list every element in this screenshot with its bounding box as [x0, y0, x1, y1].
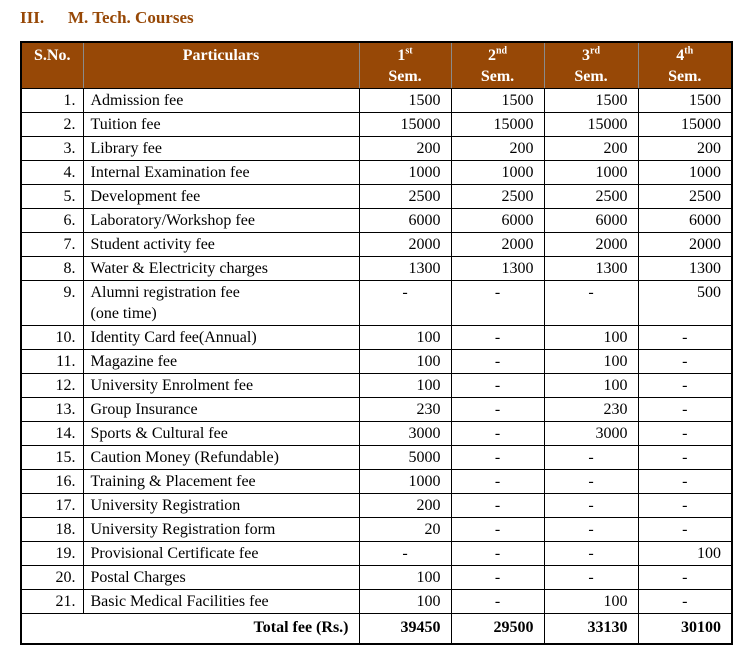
- total-label: Total fee (Rs.): [21, 614, 359, 644]
- row-value: -: [451, 281, 544, 326]
- row-value: 1300: [638, 257, 732, 281]
- row-particulars: Training & Placement fee: [83, 470, 359, 494]
- row-value: 3000: [359, 422, 451, 446]
- row-value: 100: [638, 542, 732, 566]
- row-value: 20: [359, 518, 451, 542]
- col-header-sno: S.No.: [21, 42, 83, 89]
- row-particulars: Sports & Cultural fee: [83, 422, 359, 446]
- row-sno: 6.: [21, 209, 83, 233]
- row-value: 1300: [359, 257, 451, 281]
- row-value: 100: [544, 350, 638, 374]
- table-row: [21, 89, 732, 113]
- row-value: 200: [451, 137, 544, 161]
- row-value: -: [638, 422, 732, 446]
- table-row: [21, 374, 732, 398]
- row-value: -: [451, 470, 544, 494]
- row-sno: 1.: [21, 89, 83, 113]
- col-header-sem3: 3rd Sem.: [544, 42, 638, 89]
- row-value: 230: [359, 398, 451, 422]
- table-row: [21, 422, 732, 446]
- total-sem3: 33130: [544, 614, 638, 644]
- row-sno: 13.: [21, 398, 83, 422]
- row-sno: 4.: [21, 161, 83, 185]
- row-particulars: Group Insurance: [83, 398, 359, 422]
- row-value: 2000: [544, 233, 638, 257]
- row-value: 3000: [544, 422, 638, 446]
- row-value: -: [451, 422, 544, 446]
- table-row: [21, 566, 732, 590]
- row-value: -: [638, 566, 732, 590]
- row-value: 1000: [359, 161, 451, 185]
- row-particulars: Admission fee: [83, 89, 359, 113]
- row-value: -: [638, 518, 732, 542]
- row-value: 1000: [359, 470, 451, 494]
- row-value: 100: [544, 326, 638, 350]
- table-row: [21, 494, 732, 518]
- table-row: [21, 446, 732, 470]
- table-row: [21, 542, 732, 566]
- row-value: -: [451, 326, 544, 350]
- row-sno: 9.: [21, 281, 83, 326]
- row-sno: 8.: [21, 257, 83, 281]
- col-header-particulars: Particulars: [83, 42, 359, 89]
- row-value: 1500: [544, 89, 638, 113]
- row-value: -: [451, 350, 544, 374]
- row-value: 230: [544, 398, 638, 422]
- total-sem2: 29500: [451, 614, 544, 644]
- row-value: -: [544, 566, 638, 590]
- table-row: [21, 398, 732, 422]
- row-value: -: [544, 542, 638, 566]
- section-heading: [0, 8, 739, 28]
- table-row: [21, 281, 732, 326]
- row-value: 6000: [359, 209, 451, 233]
- col-header-sem2: 2nd Sem.: [451, 42, 544, 89]
- row-value: 6000: [544, 209, 638, 233]
- table-row: [21, 137, 732, 161]
- row-sno: 14.: [21, 422, 83, 446]
- table-row: [21, 590, 732, 614]
- row-value: -: [638, 326, 732, 350]
- row-value: 1300: [451, 257, 544, 281]
- row-sno: 2.: [21, 113, 83, 137]
- row-value: -: [451, 566, 544, 590]
- row-value: 15000: [638, 113, 732, 137]
- row-particulars: Postal Charges: [83, 566, 359, 590]
- row-value: 2000: [359, 233, 451, 257]
- col-header-sem1: 1st Sem.: [359, 42, 451, 89]
- total-row: [21, 614, 732, 644]
- col-header-sem4: 4th Sem.: [638, 42, 732, 89]
- table-row: [21, 350, 732, 374]
- row-value: -: [544, 518, 638, 542]
- row-value: 1500: [638, 89, 732, 113]
- row-value: 200: [359, 137, 451, 161]
- row-value: -: [544, 494, 638, 518]
- row-value: 1000: [638, 161, 732, 185]
- row-value: 100: [544, 590, 638, 614]
- row-value: 2000: [451, 233, 544, 257]
- row-sno: 5.: [21, 185, 83, 209]
- row-value: 15000: [359, 113, 451, 137]
- row-value: -: [638, 350, 732, 374]
- row-value: -: [638, 470, 732, 494]
- row-sno: 10.: [21, 326, 83, 350]
- row-value: 200: [359, 494, 451, 518]
- table-row: [21, 185, 732, 209]
- row-particulars: University Enrolment fee: [83, 374, 359, 398]
- row-sno: 20.: [21, 566, 83, 590]
- table-row: [21, 257, 732, 281]
- row-sno: 11.: [21, 350, 83, 374]
- row-value: 15000: [544, 113, 638, 137]
- row-value: 6000: [638, 209, 732, 233]
- row-value: 1000: [451, 161, 544, 185]
- row-value: -: [638, 494, 732, 518]
- row-value: -: [359, 281, 451, 326]
- header-row: [21, 42, 732, 89]
- row-particulars: Alumni registration fee (one time): [83, 281, 359, 326]
- row-value: 200: [544, 137, 638, 161]
- row-sno: 12.: [21, 374, 83, 398]
- table-row: [21, 161, 732, 185]
- row-value: -: [638, 446, 732, 470]
- row-particulars: Identity Card fee(Annual): [83, 326, 359, 350]
- table-row: [21, 113, 732, 137]
- row-value: 1500: [359, 89, 451, 113]
- row-sno: 18.: [21, 518, 83, 542]
- row-particulars: Student activity fee: [83, 233, 359, 257]
- fee-table: [20, 41, 733, 645]
- total-sem1: 39450: [359, 614, 451, 644]
- fee-table-body: [21, 89, 732, 614]
- row-value: 100: [359, 350, 451, 374]
- row-value: 100: [359, 326, 451, 350]
- row-value: 2500: [544, 185, 638, 209]
- row-sno: 16.: [21, 470, 83, 494]
- row-value: -: [451, 446, 544, 470]
- row-sno: 3.: [21, 137, 83, 161]
- row-value: -: [544, 281, 638, 326]
- row-value: -: [451, 374, 544, 398]
- table-row: [21, 470, 732, 494]
- row-value: 1300: [544, 257, 638, 281]
- row-sno: 15.: [21, 446, 83, 470]
- row-value: 1500: [451, 89, 544, 113]
- row-value: 2500: [451, 185, 544, 209]
- row-particulars: Laboratory/Workshop fee: [83, 209, 359, 233]
- table-row: [21, 326, 732, 350]
- row-sno: 21.: [21, 590, 83, 614]
- row-sno: 17.: [21, 494, 83, 518]
- row-value: 6000: [451, 209, 544, 233]
- row-particulars: Development fee: [83, 185, 359, 209]
- section-title: M. Tech. Courses: [68, 8, 194, 27]
- row-particulars: University Registration form: [83, 518, 359, 542]
- row-sno: 7.: [21, 233, 83, 257]
- table-row: [21, 233, 732, 257]
- total-sem4: 30100: [638, 614, 732, 644]
- fee-table-footer: [21, 614, 732, 644]
- row-value: -: [359, 542, 451, 566]
- row-value: -: [638, 590, 732, 614]
- row-particulars: Internal Examination fee: [83, 161, 359, 185]
- row-particulars: Provisional Certificate fee: [83, 542, 359, 566]
- row-value: 100: [544, 374, 638, 398]
- row-value: -: [451, 542, 544, 566]
- row-value: 100: [359, 590, 451, 614]
- row-value: 2500: [359, 185, 451, 209]
- row-particulars: Basic Medical Facilities fee: [83, 590, 359, 614]
- row-value: 100: [359, 374, 451, 398]
- section-numeral: III.: [20, 8, 45, 27]
- row-particulars: Tuition fee: [83, 113, 359, 137]
- row-particulars: University Registration: [83, 494, 359, 518]
- row-value: 15000: [451, 113, 544, 137]
- fee-table-header: [21, 42, 732, 89]
- row-value: 500: [638, 281, 732, 326]
- row-value: 100: [359, 566, 451, 590]
- table-row: [21, 518, 732, 542]
- row-particulars: Caution Money (Refundable): [83, 446, 359, 470]
- row-value: 1000: [544, 161, 638, 185]
- row-value: -: [638, 398, 732, 422]
- row-particulars: Library fee: [83, 137, 359, 161]
- row-particulars: Magazine fee: [83, 350, 359, 374]
- row-value: -: [451, 398, 544, 422]
- row-value: 5000: [359, 446, 451, 470]
- row-value: 200: [638, 137, 732, 161]
- row-value: -: [451, 590, 544, 614]
- row-value: -: [451, 494, 544, 518]
- row-value: -: [451, 518, 544, 542]
- row-value: -: [544, 470, 638, 494]
- row-particulars: Water & Electricity charges: [83, 257, 359, 281]
- row-value: 2500: [638, 185, 732, 209]
- row-value: -: [544, 446, 638, 470]
- row-value: 2000: [638, 233, 732, 257]
- row-value: -: [638, 374, 732, 398]
- row-sno: 19.: [21, 542, 83, 566]
- table-row: [21, 209, 732, 233]
